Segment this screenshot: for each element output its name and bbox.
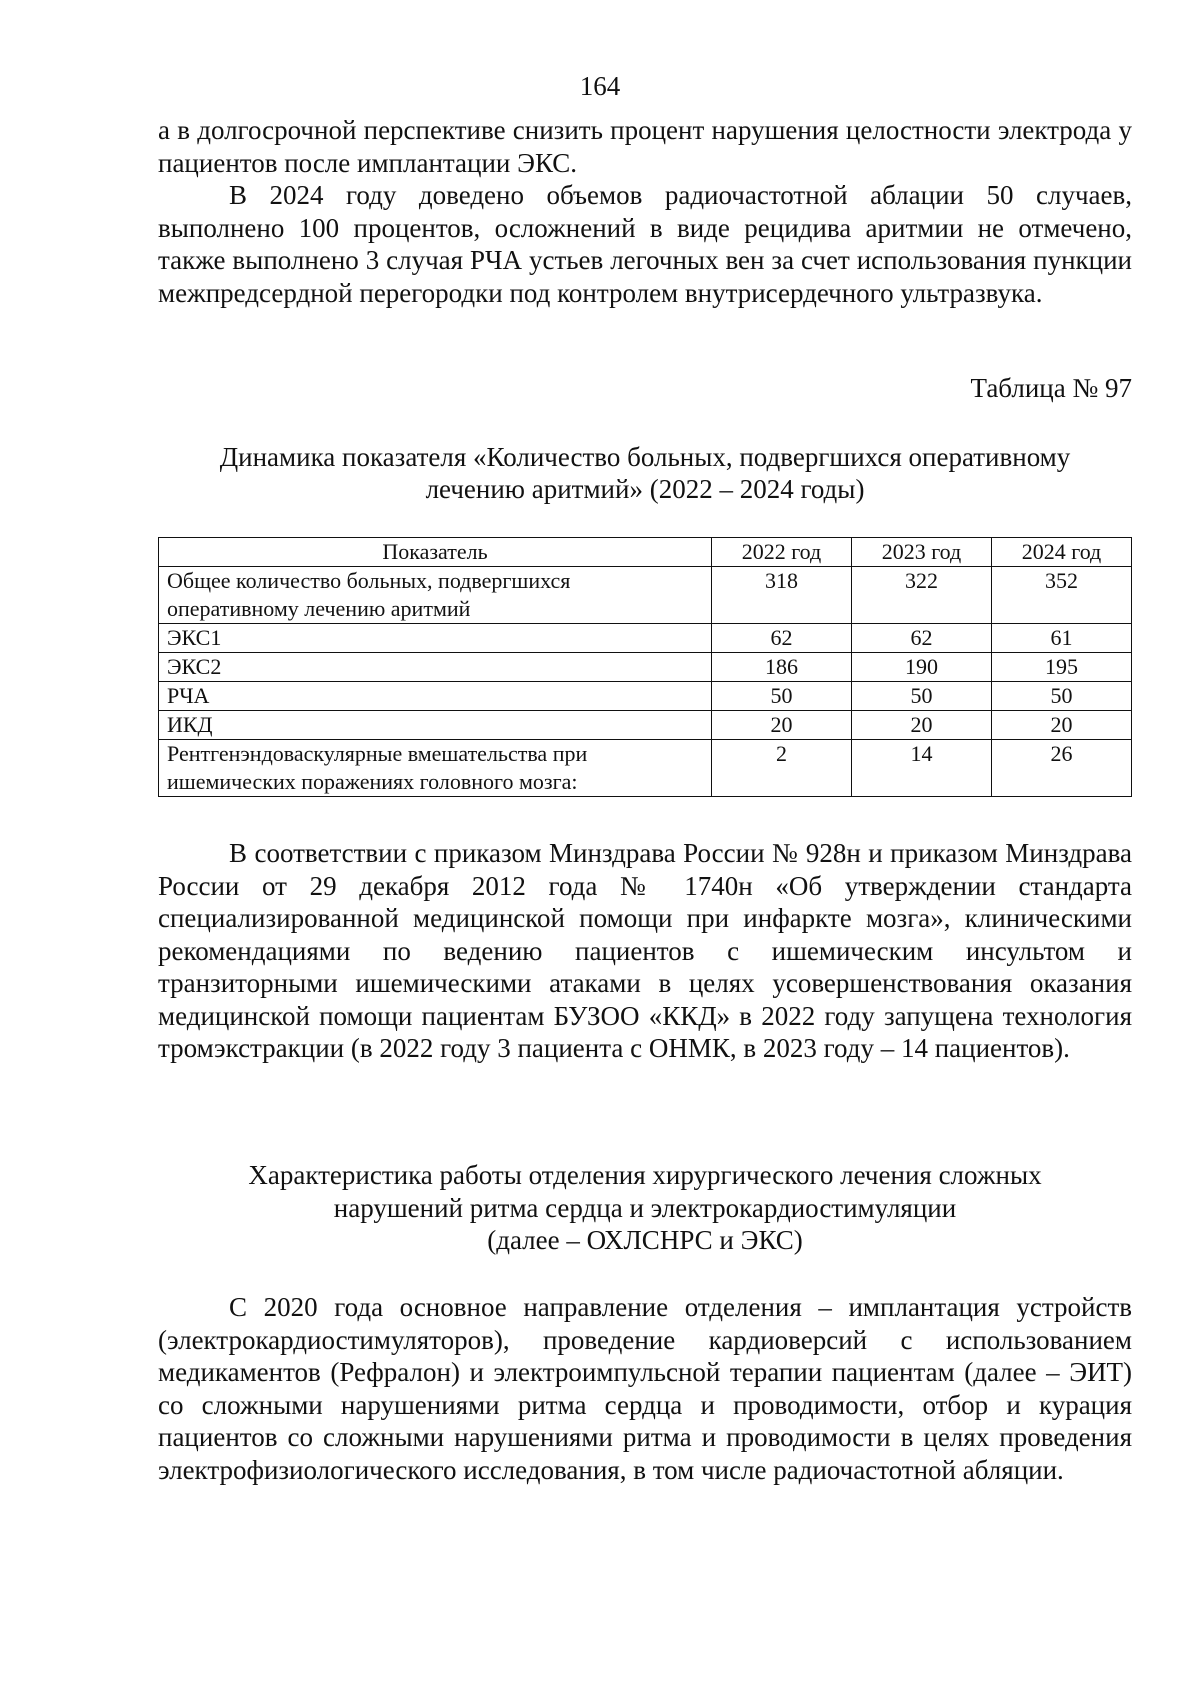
section-paragraph: С 2020 года основное направление отделения – имплантация устройств (электрокардиостимуляторов), проведение кардиоверсий с использованием медикаментов (Рефралон) и электроимпульсной терапии пациентам (далее – ЭИТ) со сложными нарушениями ритма сердца и проводимости, отбор и курация пациентов со сложными нарушениями ритма и проводимости в целях проведения электрофизиологического исследования, в том числе радиочастотной абляции. <box>158 1292 1132 1485</box>
cell-2022: 50 <box>711 682 851 711</box>
table-row <box>159 567 1132 624</box>
section-title-line-2: нарушений ритма сердца и электрокардиостимуляции <box>333 1192 957 1223</box>
row-label: ЭКС1 <box>159 624 712 653</box>
indicator-table <box>158 537 1132 797</box>
table-number-label: Таблица № 97 <box>970 373 1132 403</box>
cell-2024: 20 <box>991 711 1131 740</box>
table-row <box>159 711 1132 740</box>
cell-2022: 318 <box>711 567 851 624</box>
table-row <box>159 653 1132 682</box>
cell-2023: 50 <box>851 682 991 711</box>
cell-2023: 14 <box>851 740 991 797</box>
cell-2023: 20 <box>851 711 991 740</box>
cell-2024: 26 <box>991 740 1131 797</box>
cell-2022: 186 <box>711 653 851 682</box>
page-number: 164 <box>579 71 621 101</box>
cell-2022: 62 <box>711 624 851 653</box>
header-2024: 2024 год <box>991 538 1131 567</box>
after-table-paragraph: В соответствии с приказом Минздрава России № 928н и приказом Минздрава России от 29 декабря 2012 года № 1740н «Об утверждении стандарта специализированной медицинской помощи при инфаркте мозга», клиническими рекомендациями по ведению пациентов с ишемическим инсультом и транзиторными ишемическими атаками в целях усовершенствования оказания медицинской помощи пациентам БУЗОО «ККД» в 2022 году запущена технология тромэкстракции (в 2022 году 3 пациента с ОНМК, в 2023 году – 14 пациентов). <box>158 838 1132 1063</box>
table-row <box>159 740 1132 797</box>
cell-2022: 20 <box>711 711 851 740</box>
cell-2024: 195 <box>991 653 1131 682</box>
cell-2023: 62 <box>851 624 991 653</box>
cell-2022: 2 <box>711 740 851 797</box>
table-header-row <box>159 538 1132 567</box>
section-title-line-3: (далее – ОХЛСНРС и ЭКС) <box>487 1225 803 1255</box>
row-label: Рентгенэндоваскулярные вмешательства при ишемических поражениях головного мозга: <box>159 740 712 797</box>
header-2022: 2022 год <box>711 538 851 567</box>
section-title-line-1: Характеристика работы отделения хирургического лечения сложных <box>248 1160 1042 1190</box>
table-title-line-2: лечению аритмий» (2022 – 2024 годы) <box>425 474 865 504</box>
section-text <box>158 1291 1132 1486</box>
header-indicator: Показатель <box>159 538 712 567</box>
intro-paragraph-2: В 2024 году доведено объемов радиочастотной аблации 50 случаев, выполнено 100 процентов, осложнений в виде рецидива аритмии не отмечено, также выполнено 3 случая РЧА устьев легочных вен за счет использования пункции межпредсердной перегородки под контролем внутрисердечного ультразвука. <box>158 180 1132 308</box>
table-row <box>159 624 1132 653</box>
row-label: Общее количество больных, подвергшихся оперативному лечению аритмий <box>159 567 712 624</box>
intro-paragraph-1: а в долгосрочной перспективе снизить процент нарушения целостности электрода у пациентов после имплантации ЭКС. <box>158 115 1132 178</box>
table-row <box>159 682 1132 711</box>
table-title-line-1: Динамика показателя «Количество больных, подвергшихся оперативному <box>219 442 1071 472</box>
cell-2024: 352 <box>991 567 1131 624</box>
section-title <box>158 1159 1132 1257</box>
cell-2023: 190 <box>851 653 991 682</box>
row-label: ИКД <box>159 711 712 740</box>
row-label: РЧА <box>159 682 712 711</box>
cell-2024: 61 <box>991 624 1131 653</box>
after-table-text <box>158 837 1132 1065</box>
intro-text <box>158 114 1132 309</box>
cell-2023: 322 <box>851 567 991 624</box>
header-2023: 2023 год <box>851 538 991 567</box>
row-label: ЭКС2 <box>159 653 712 682</box>
cell-2024: 50 <box>991 682 1131 711</box>
table-title <box>158 441 1132 505</box>
